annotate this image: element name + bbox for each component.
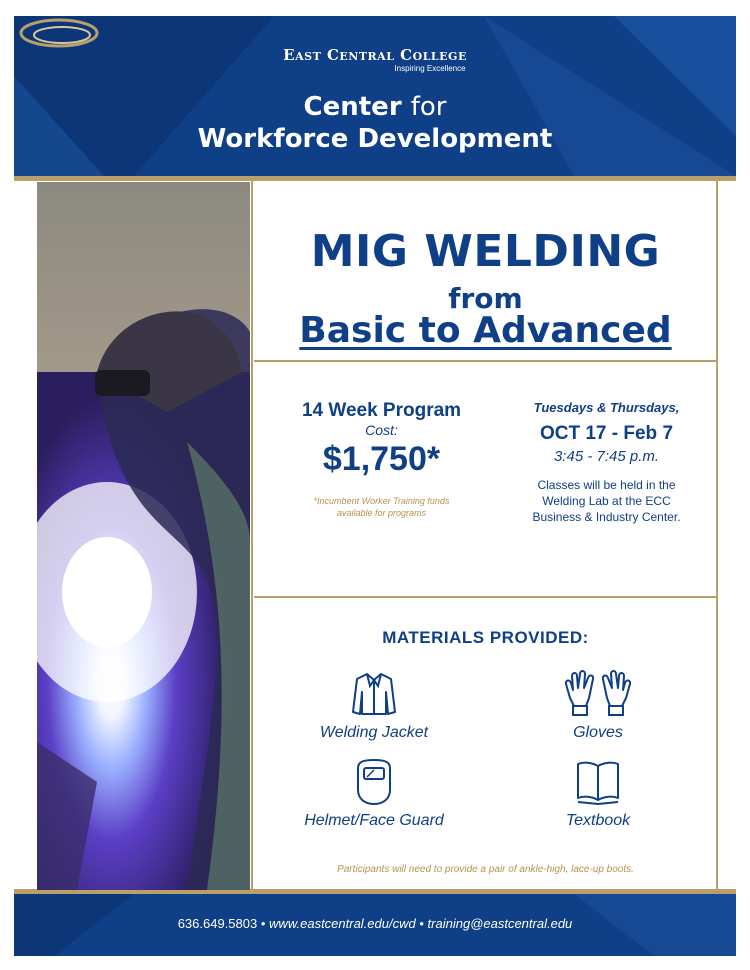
program-info xyxy=(274,400,489,519)
material-item xyxy=(294,758,454,830)
email-link[interactable]: training@eastcentral.edu xyxy=(427,916,573,931)
gloves-icon xyxy=(562,670,634,718)
college-name: East Central College xyxy=(283,46,467,64)
book-icon xyxy=(575,758,621,806)
location-line: Business & Industry Center. xyxy=(532,510,681,524)
course-title: MIG WELDING xyxy=(310,226,661,277)
funding-note-line: available for programs xyxy=(336,508,427,518)
class-location xyxy=(504,477,709,525)
center-heading xyxy=(14,92,736,122)
contact-info xyxy=(14,916,736,931)
cost-label: Cost: xyxy=(365,422,398,438)
jacket-icon xyxy=(350,670,398,718)
header-banner xyxy=(14,16,736,176)
welder-photo-image xyxy=(37,182,250,890)
program-price: $1,750* xyxy=(322,440,441,478)
gold-rule-middle xyxy=(251,181,253,889)
funding-note-line: *Incumbent Worker Training funds xyxy=(313,496,450,506)
course-content xyxy=(254,182,717,890)
phone-number: 636.649.5803 xyxy=(177,916,258,931)
course-title-from: from xyxy=(448,282,523,315)
college-tagline: Inspiring Excellence xyxy=(394,64,466,73)
divider-bottom xyxy=(254,596,717,598)
center-word: Center xyxy=(303,92,402,122)
materials-title: MATERIALS PROVIDED: xyxy=(382,628,589,647)
college-logo xyxy=(14,46,736,73)
funding-note xyxy=(274,495,489,519)
material-label: Textbook xyxy=(565,812,631,829)
material-label: Helmet/Face Guard xyxy=(304,812,444,829)
class-dates: OCT 17 - Feb 7 xyxy=(539,423,674,444)
material-item xyxy=(294,670,454,742)
college-logo-icon xyxy=(14,16,104,50)
boots-note: Participants will need to provide a pair of ankle-high, lace-up boots. xyxy=(337,864,634,875)
gold-rule-top xyxy=(14,176,736,181)
department-name: Workforce Development xyxy=(197,124,553,154)
class-days: Tuesdays & Thursdays, xyxy=(533,400,680,415)
class-time: 3:45 - 7:45 p.m. xyxy=(553,448,660,465)
helmet-icon xyxy=(354,758,394,806)
location-line: Classes will be held in the xyxy=(537,478,676,492)
schedule-info xyxy=(504,400,709,525)
material-label: Gloves xyxy=(573,724,623,741)
program-length: 14 Week Program xyxy=(301,400,462,421)
separator: • xyxy=(260,916,266,931)
material-item xyxy=(518,758,678,830)
course-subtitle: Basic to Advanced xyxy=(299,310,672,351)
for-word: for xyxy=(410,92,447,122)
material-item xyxy=(518,670,678,742)
separator: • xyxy=(419,916,424,931)
footer-banner xyxy=(14,894,736,956)
material-label: Welding Jacket xyxy=(319,724,429,741)
welder-photo xyxy=(37,182,250,890)
divider-top xyxy=(254,360,717,362)
website-link[interactable]: www.eastcentral.edu/cwd xyxy=(269,916,416,931)
location-line: Welding Lab at the ECC xyxy=(542,494,671,508)
